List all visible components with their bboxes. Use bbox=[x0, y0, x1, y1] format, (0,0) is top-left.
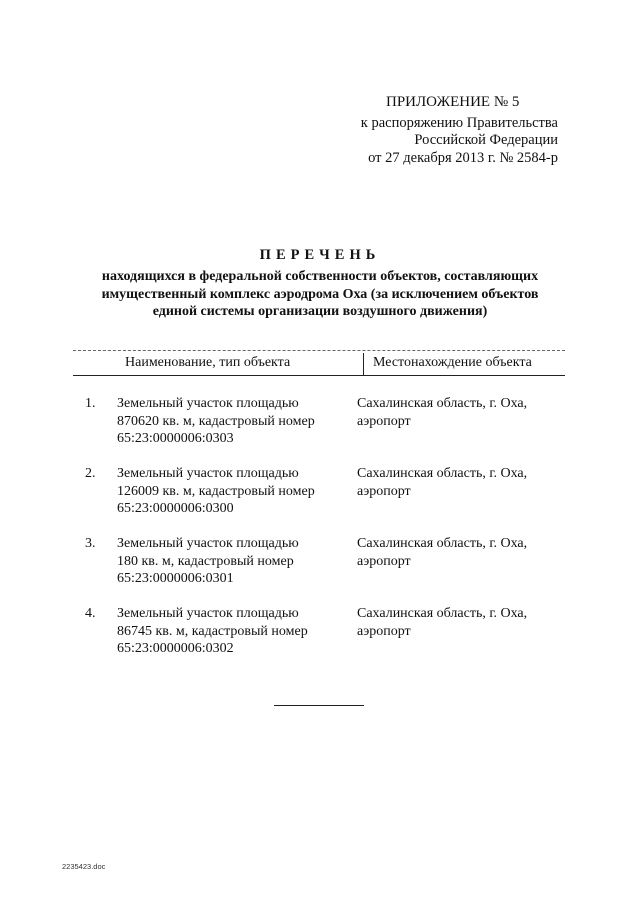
object-location-line: Сахалинская область, г. Оха, bbox=[357, 396, 528, 411]
object-name-line: 86745 кв. м, кадастровый номер bbox=[117, 623, 308, 639]
object-location-line: аэропорт bbox=[357, 553, 411, 569]
appendix-line-3: от 27 декабря 2013 г. № 2584-р bbox=[368, 149, 558, 166]
table-row bbox=[73, 535, 565, 605]
subtitle-line-2: имущественный комплекс аэродрома Оха (за исключением объектов bbox=[101, 286, 539, 302]
row-number: 2. bbox=[85, 466, 96, 481]
table-row bbox=[73, 465, 565, 535]
subtitle-line-3: единой системы организации воздушного движения) bbox=[152, 304, 488, 319]
object-location-line: аэропорт bbox=[357, 483, 411, 499]
appendix-title: ПРИЛОЖЕНИЕ № 5 bbox=[386, 94, 520, 110]
header-name-column: Наименование, тип объекта bbox=[125, 355, 291, 370]
object-name bbox=[117, 465, 347, 518]
object-name-line: 65:23:0000006:0303 bbox=[117, 431, 234, 446]
table-row bbox=[73, 395, 565, 465]
object-name bbox=[117, 395, 347, 448]
object-location-line: Сахалинская область, г. Оха, bbox=[357, 606, 528, 621]
object-name-line: Земельный участок площадью bbox=[117, 396, 299, 411]
subtitle-line-1: находящихся в федеральной собственности объектов, составляющих bbox=[101, 269, 539, 284]
appendix-line-1: к распоряжению Правительства bbox=[360, 114, 558, 131]
object-name-line: 870620 кв. м, кадастровый номер bbox=[117, 413, 315, 429]
header-separator bbox=[363, 353, 364, 375]
object-name-line: 65:23:0000006:0302 bbox=[117, 641, 234, 656]
appendix-header bbox=[298, 94, 558, 167]
object-name-line: 126009 кв. м, кадастровый номер bbox=[117, 483, 315, 499]
object-name bbox=[117, 535, 347, 588]
object-location-line: аэропорт bbox=[357, 413, 411, 429]
row-number: 1. bbox=[85, 396, 96, 411]
table-header bbox=[73, 350, 565, 376]
header-location-column: Местонахождение объекта bbox=[373, 355, 532, 370]
object-location bbox=[357, 465, 562, 500]
table-row bbox=[73, 605, 565, 675]
end-of-list-divider bbox=[274, 705, 364, 706]
object-name-line: 180 кв. м, кадастровый номер bbox=[117, 553, 294, 569]
object-name-line: Земельный участок площадью bbox=[117, 536, 299, 551]
object-location-line: Сахалинская область, г. Оха, bbox=[357, 466, 528, 481]
objects-table bbox=[73, 350, 565, 675]
object-location-line: аэропорт bbox=[357, 623, 411, 639]
object-name-line: 65:23:0000006:0301 bbox=[117, 571, 234, 586]
object-name-line: 65:23:0000006:0300 bbox=[117, 501, 234, 516]
document-title: ПЕРЕЧЕНЬ bbox=[259, 247, 381, 263]
object-location bbox=[357, 395, 562, 430]
object-name-line: Земельный участок площадью bbox=[117, 466, 299, 481]
appendix-line-2: Российской Федерации bbox=[414, 132, 558, 148]
object-location-line: Сахалинская область, г. Оха, bbox=[357, 536, 528, 551]
table-body bbox=[73, 395, 565, 675]
object-name-line: Земельный участок площадью bbox=[117, 606, 299, 621]
row-number: 4. bbox=[85, 606, 96, 621]
object-location bbox=[357, 605, 562, 640]
title-block bbox=[0, 246, 640, 321]
document-subtitle bbox=[60, 268, 580, 321]
object-location bbox=[357, 535, 562, 570]
object-name bbox=[117, 605, 347, 658]
file-reference: 2235423.doc bbox=[62, 862, 106, 871]
row-number: 3. bbox=[85, 536, 96, 551]
